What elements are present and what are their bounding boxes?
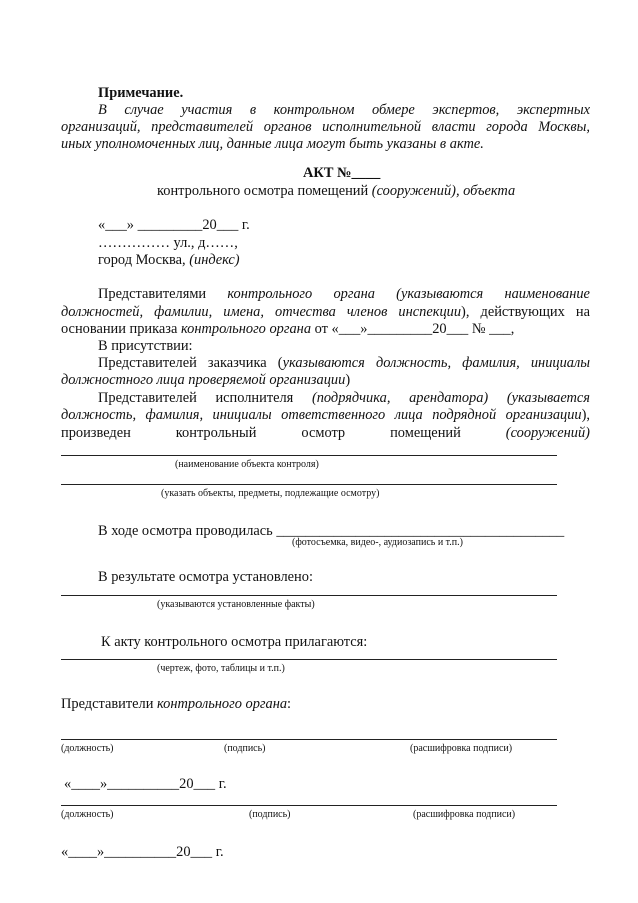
- signature-rule-1: [61, 739, 557, 740]
- signature-date-1: «____»__________20___ г.: [64, 776, 227, 792]
- plain-run: от «___»_________20___ № ___,: [311, 321, 515, 337]
- signature-caption-2: (подпись): [249, 809, 291, 820]
- note-line-1: В случае участия в контрольном обмере экспертов, экспертных: [98, 102, 590, 118]
- italic-run: контрольного органа: [157, 696, 288, 712]
- act-subtitle-italic: (сооружений), объекта: [371, 183, 516, 199]
- note-line-2: организаций, представителей органов исполнительной власти города Москвы,: [61, 119, 590, 135]
- word: произведен: [61, 425, 131, 441]
- word: (подрядчика,: [311, 390, 391, 406]
- para-representatives-line-2: [61, 303, 590, 321]
- word: Представителей: [98, 390, 197, 406]
- signature-date-2: «____»__________20___ г.: [61, 844, 224, 860]
- act-subtitle-plain: контрольного осмотра помещений: [157, 183, 372, 199]
- word: исполнителя: [215, 390, 294, 406]
- attached-rule: [61, 659, 557, 660]
- italic-run: должностей, фамилии, имена, отчества членов инспекции: [61, 304, 462, 320]
- during-label: В ходе осмотра проводилась: [98, 523, 273, 539]
- word: помещений: [390, 425, 461, 441]
- attached-caption: (чертеж, фото, таблицы и т.п.): [157, 663, 285, 674]
- italic-run: должность, фамилия, инициалы ответственного лица подрядной организации: [61, 407, 582, 423]
- position-caption-1: (должность): [61, 743, 114, 754]
- contractor-line-1: [98, 389, 590, 407]
- contractor-line-2: [61, 406, 590, 424]
- city-plain: город Москва,: [98, 252, 190, 268]
- customer-line-2: [61, 371, 350, 389]
- city-index: (индекс): [189, 252, 240, 268]
- during-blank: ________________________________________: [276, 523, 565, 539]
- word: контрольного: [227, 286, 313, 302]
- note-title: Примечание.: [98, 85, 184, 101]
- result-label: В результате осмотра установлено:: [98, 569, 313, 585]
- customer-line-1: [98, 354, 590, 372]
- word: (указываются: [396, 286, 484, 302]
- plain-run: ): [345, 372, 351, 388]
- during-caption: (фотосъемка, видео-, аудиозапись и т.п.): [292, 537, 463, 548]
- act-title: АКТ №____: [303, 165, 381, 181]
- signature-caption-1: (подпись): [224, 743, 266, 754]
- attached-label: К акту контрольного осмотра прилагаются:: [101, 634, 368, 650]
- word: органа: [333, 286, 375, 302]
- italic-run: контрольного органа: [180, 321, 312, 337]
- act-city: [98, 251, 240, 269]
- position-caption-2: (должность): [61, 809, 114, 820]
- note-line-3: иных уполномоченных лиц, данные лица могут быть указаны в акте.: [61, 136, 484, 152]
- word: (указывается: [506, 390, 590, 406]
- word: наименование: [504, 286, 590, 302]
- representatives-label: [61, 695, 291, 713]
- performed-line: [61, 424, 590, 442]
- word: Представителями: [98, 286, 207, 302]
- italic-run: указываются должность, фамилия, инициалы: [282, 355, 590, 371]
- plain-run: ), действующих на: [461, 304, 590, 320]
- word: контрольный: [175, 425, 257, 441]
- objects-rule: [61, 484, 557, 485]
- word: арендатора): [409, 390, 489, 406]
- word: осмотр: [301, 425, 346, 441]
- word: (сооружений): [505, 425, 590, 441]
- para-representatives-line-3: [61, 320, 514, 338]
- plain-run: Представители: [61, 696, 157, 712]
- result-caption: (указываются установленные факты): [157, 599, 315, 610]
- act-date: «___» _________20___ г.: [98, 217, 250, 233]
- decoding-caption-2: (расшифровка подписи): [413, 809, 516, 820]
- para-representatives-line-1: [98, 285, 590, 303]
- plain-run: Представителей заказчика (: [98, 355, 283, 371]
- act-address: …………… ул., д……,: [98, 235, 238, 251]
- signature-rule-2: [61, 805, 557, 806]
- objects-caption: (указать объекты, предметы, подлежащие осмотру): [161, 488, 380, 499]
- plain-run: основании приказа: [61, 321, 181, 337]
- colon: :: [287, 696, 292, 712]
- object-name-caption: (наименование объекта контроля): [175, 459, 319, 470]
- presence-label: В присутствии:: [98, 338, 193, 354]
- plain-run: ),: [581, 407, 590, 423]
- italic-run: должностного лица проверяемой организации: [61, 372, 346, 388]
- act-subtitle: [157, 182, 515, 200]
- decoding-caption-1: (расшифровка подписи): [410, 743, 513, 754]
- object-name-rule: [61, 455, 557, 456]
- result-rule: [61, 595, 557, 596]
